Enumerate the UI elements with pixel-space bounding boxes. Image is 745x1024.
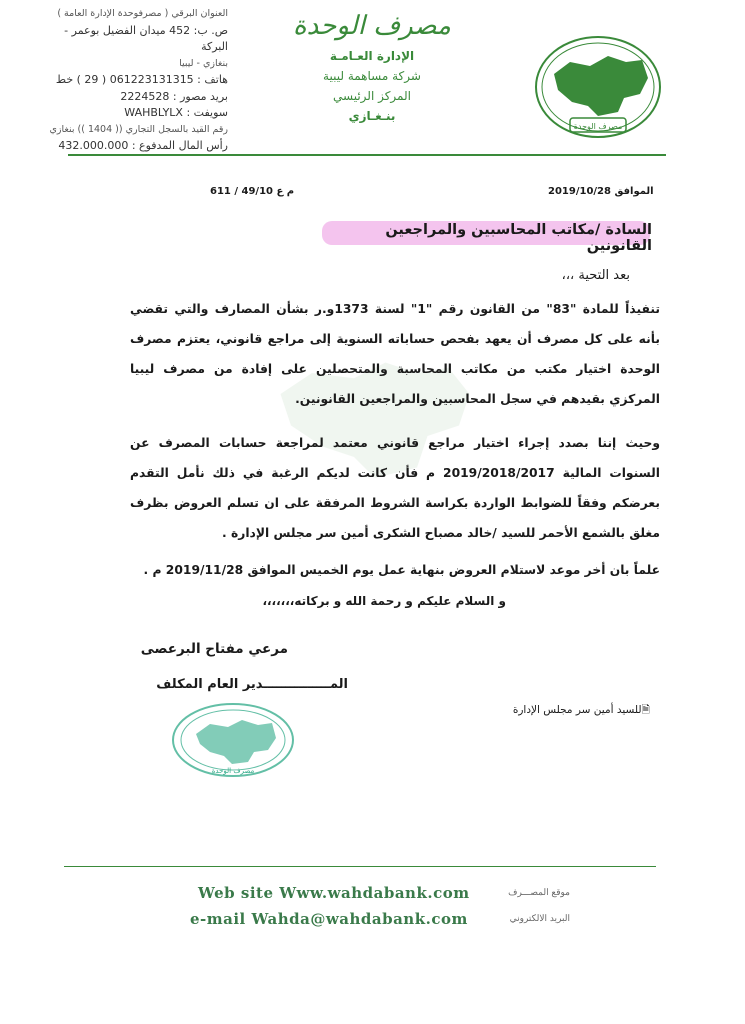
paid-capital: رأس المال المدفوع : 432.000.000 <box>58 139 228 152</box>
greeting: بعد التحية ،،، <box>561 268 630 283</box>
cc-text: للسيد أمين سر مجلس الإدارة <box>512 704 642 716</box>
city: بنغازي - ليبيا <box>179 57 228 69</box>
phone: هاتف : 061223131315 ( 29 ) خط <box>55 73 228 86</box>
carbon-copy <box>470 702 650 720</box>
logo-label: مصرف الوحدة <box>573 122 623 131</box>
closing: و السلام عليكم و رحمة الله و بركاته،،،،،،، <box>262 594 506 608</box>
paragraph-1: تنفيذاً للمادة "83" من القانون رقم "1" لسنة 1373و.ر بشأن المصارف والتي تقضي بأنه على كل مصرف أن يعهد بفحص حساباته السنوية إلى مراجع قانوني، يعتزم مصرف الوحدة اختيار مكتب من مكاتب المحاسبة والمتحصلين على إفادة من مصرف ليبيا المركزي بقيدهم في سجل المحاسبين والمراجعين القانونين. <box>130 302 661 406</box>
telegraphic-address: العنوان البرقي ( مصرفوحدة الإدارة العامة ) <box>57 8 228 19</box>
paragraph-3: علماً بان أخر موعد لاستلام العروض بنهاية عمل يوم الخميس الموافق 2019/11/28 م . <box>143 563 660 577</box>
signatory-title: المـــــــــــــــدير العام المكلف <box>156 677 348 692</box>
signatory-name: مرعي مفتاح البرعصى <box>140 641 288 657</box>
header-divider <box>68 154 666 156</box>
reference-number: م ع 49/10 / 611 <box>210 186 295 197</box>
header-contact-block <box>48 6 228 155</box>
swift: سويفت : WAHBLYLX <box>124 106 228 119</box>
email-label: البريد الالكتروني <box>509 914 570 924</box>
head-office: المركز الرئيسي <box>333 89 411 103</box>
company-type: شركة مساهمة ليبية <box>323 69 421 83</box>
header-bank-title <box>292 4 452 126</box>
paragraph-2: وحيث إننا بصدد إجراء اختيار مراجع قانوني معتمد لمراجعة حسابات المصرف عن السنوات المالية 2019/2018/2017 م فأن كانت لديكم الرغبة في ذلك نأمل التقدم بعرضكم وفقاً للضوابط الواردة بكراسة الشروط المرفقة على ان تسلم العروض بظرف مغلق بالشمع الأحمر للسيد /خالد مصباح الشكرى أمين سر مجلس الإدارة . <box>130 436 660 540</box>
po-box: ص. ب: 452 ميدان الفضيل بوعمر - البركة <box>64 23 228 53</box>
commercial-registry: رقم القيد بالسجل التجاري (( 1404 )) بنغازي <box>49 123 228 135</box>
website[interactable]: Web site Www.wahdabank.com <box>198 884 470 902</box>
official-stamp-icon <box>168 700 298 780</box>
bank-logo-icon <box>528 32 668 142</box>
footer-divider <box>64 866 656 867</box>
fax: بريد مصور : 2224528 <box>120 89 228 103</box>
website-label: موقع المصـــرف <box>508 888 570 898</box>
bank-name: مصرف الوحدة <box>293 11 451 41</box>
email[interactable]: e-mail Wahda@wahdabank.com <box>190 910 468 928</box>
head-office-city: بنـغـازي <box>348 109 396 123</box>
general-administration: الإدارة العـامـة <box>329 49 415 63</box>
stamp-label: مصرف الوحدة <box>211 767 255 775</box>
letter-date: الموافق 2019/10/28 <box>548 186 654 197</box>
document-icon: 🗎 <box>641 704 650 716</box>
recipient: السادة /مكاتب المحاسبين والمراجعين القانونين <box>385 222 652 254</box>
